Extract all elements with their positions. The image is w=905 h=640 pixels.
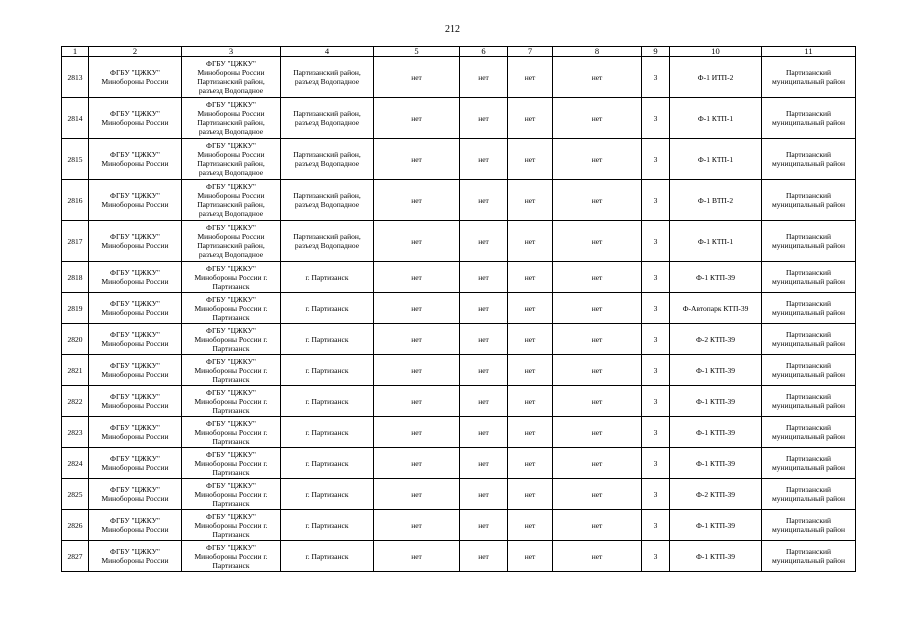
- column-7-cell: нет: [508, 293, 553, 324]
- column-8-cell: нет: [553, 57, 642, 98]
- row-number-cell: 2818: [62, 262, 89, 293]
- registry-table: [61, 46, 856, 572]
- district-cell: Партизанский муниципальный район: [762, 479, 856, 510]
- column-7-cell: нет: [508, 479, 553, 510]
- owner-cell: [182, 221, 281, 262]
- address-cell: г. Партизанск: [281, 448, 374, 479]
- owner-cell: [182, 510, 281, 541]
- column-6-cell: нет: [460, 98, 508, 139]
- owner-cell: [182, 180, 281, 221]
- owner-line: Партизанск: [212, 467, 250, 477]
- column-5-cell: нет: [374, 417, 460, 448]
- column-8-cell: нет: [553, 417, 642, 448]
- row-number-cell: 2820: [62, 324, 89, 355]
- column-5-cell: нет: [374, 293, 460, 324]
- owner-line: Минобороны России г.: [194, 396, 268, 406]
- power-source-cell: Ф-1 КТП-39: [670, 355, 762, 386]
- category-cell: 3: [642, 221, 670, 262]
- owner-cell: [182, 262, 281, 293]
- address-cell: г. Партизанск: [281, 510, 374, 541]
- header-row: [62, 47, 856, 57]
- column-6-cell: нет: [460, 510, 508, 541]
- district-cell: Партизанский муниципальный район: [762, 139, 856, 180]
- owner-line: ФГБУ "ЦЖКУ": [206, 480, 256, 490]
- owner-line: Партизанский район,: [197, 77, 265, 86]
- category-cell: 3: [642, 448, 670, 479]
- address-cell: г. Партизанск: [281, 355, 374, 386]
- organization-cell: ФГБУ "ЦЖКУ" Минобороны России: [89, 541, 182, 572]
- owner-line: ФГБУ "ЦЖКУ": [206, 141, 256, 150]
- column-5-cell: нет: [374, 541, 460, 572]
- column-6-cell: нет: [460, 293, 508, 324]
- table-row: [62, 324, 856, 355]
- column-header: 8: [553, 47, 642, 57]
- table-body: [62, 57, 856, 572]
- district-cell: Партизанский муниципальный район: [762, 386, 856, 417]
- category-cell: 3: [642, 386, 670, 417]
- owner-line: ФГБУ "ЦЖКУ": [206, 263, 256, 273]
- table-row: [62, 417, 856, 448]
- organization-cell: ФГБУ "ЦЖКУ" Минобороны России: [89, 448, 182, 479]
- organization-cell: ФГБУ "ЦЖКУ" Минобороны России: [89, 386, 182, 417]
- table-row: [62, 510, 856, 541]
- district-cell: Партизанский муниципальный район: [762, 324, 856, 355]
- column-6-cell: нет: [460, 417, 508, 448]
- row-number-cell: 2819: [62, 293, 89, 324]
- owner-cell: [182, 57, 281, 98]
- address-cell: Партизанский район, разъезд Водопадное: [281, 221, 374, 262]
- owner-cell: [182, 98, 281, 139]
- district-cell: Партизанский муниципальный район: [762, 221, 856, 262]
- column-7-cell: нет: [508, 262, 553, 293]
- column-5-cell: нет: [374, 98, 460, 139]
- column-8-cell: нет: [553, 293, 642, 324]
- column-8-cell: нет: [553, 180, 642, 221]
- column-5-cell: нет: [374, 57, 460, 98]
- owner-line: ФГБУ "ЦЖКУ": [206, 59, 256, 68]
- table-row: [62, 386, 856, 417]
- column-8-cell: нет: [553, 221, 642, 262]
- column-header: 10: [670, 47, 762, 57]
- organization-cell: ФГБУ "ЦЖКУ" Минобороны России: [89, 479, 182, 510]
- power-source-cell: Ф-1 КТП-1: [670, 139, 762, 180]
- owner-line: Партизанск: [212, 405, 250, 415]
- column-6-cell: нет: [460, 262, 508, 293]
- table-row: [62, 221, 856, 262]
- owner-line: ФГБУ "ЦЖКУ": [206, 542, 256, 552]
- column-7-cell: нет: [508, 386, 553, 417]
- owner-line: Минобороны России г.: [194, 458, 268, 468]
- column-5-cell: нет: [374, 479, 460, 510]
- column-8-cell: нет: [553, 541, 642, 572]
- owner-line: разъезд Водопадное: [198, 250, 264, 259]
- row-number-cell: 2826: [62, 510, 89, 541]
- owner-line: Минобороны России: [197, 191, 265, 200]
- address-cell: г. Партизанск: [281, 324, 374, 355]
- page-number: 212: [445, 24, 460, 35]
- table-row: [62, 98, 856, 139]
- column-6-cell: нет: [460, 479, 508, 510]
- owner-cell: [182, 293, 281, 324]
- power-source-cell: Ф-Автопарк КТП-39: [670, 293, 762, 324]
- address-cell: г. Партизанск: [281, 293, 374, 324]
- column-8-cell: нет: [553, 324, 642, 355]
- district-cell: Партизанский муниципальный район: [762, 262, 856, 293]
- owner-line: Партизанский район,: [197, 118, 265, 127]
- organization-cell: ФГБУ "ЦЖКУ" Минобороны России: [89, 262, 182, 293]
- owner-line: Минобороны России: [197, 150, 265, 159]
- category-cell: 3: [642, 262, 670, 293]
- organization-cell: ФГБУ "ЦЖКУ" Минобороны России: [89, 355, 182, 386]
- column-5-cell: нет: [374, 355, 460, 386]
- owner-line: ФГБУ "ЦЖКУ": [206, 449, 256, 459]
- owner-line: ФГБУ "ЦЖКУ": [206, 100, 256, 109]
- column-7-cell: нет: [508, 541, 553, 572]
- organization-cell: ФГБУ "ЦЖКУ" Минобороны России: [89, 510, 182, 541]
- row-number-cell: 2815: [62, 139, 89, 180]
- column-8-cell: нет: [553, 139, 642, 180]
- category-cell: 3: [642, 180, 670, 221]
- owner-line: Минобороны России г.: [194, 489, 268, 499]
- category-cell: 3: [642, 293, 670, 324]
- category-cell: 3: [642, 324, 670, 355]
- column-6-cell: нет: [460, 180, 508, 221]
- table-row: [62, 57, 856, 98]
- power-source-cell: Ф-1 ИТП-2: [670, 57, 762, 98]
- owner-line: ФГБУ "ЦЖКУ": [206, 511, 256, 521]
- owner-line: ФГБУ "ЦЖКУ": [206, 418, 256, 428]
- owner-line: Партизанский район,: [197, 200, 265, 209]
- owner-line: Минобороны России г.: [194, 551, 268, 561]
- owner-line: Партизанский район,: [197, 159, 265, 168]
- table-row: [62, 293, 856, 324]
- column-7-cell: нет: [508, 324, 553, 355]
- column-7-cell: нет: [508, 221, 553, 262]
- owner-line: Партизанск: [212, 529, 250, 539]
- column-6-cell: нет: [460, 57, 508, 98]
- power-source-cell: Ф-1 КТП-39: [670, 262, 762, 293]
- owner-line: разъезд Водопадное: [198, 209, 264, 218]
- power-source-cell: Ф-2 КТП-39: [670, 479, 762, 510]
- column-7-cell: нет: [508, 355, 553, 386]
- category-cell: 3: [642, 139, 670, 180]
- power-source-cell: Ф-1 КТП-39: [670, 510, 762, 541]
- column-7-cell: нет: [508, 57, 553, 98]
- owner-line: Минобороны России г.: [194, 272, 268, 282]
- owner-line: Партизанск: [212, 374, 250, 384]
- district-cell: Партизанский муниципальный район: [762, 510, 856, 541]
- column-8-cell: нет: [553, 386, 642, 417]
- owner-line: разъезд Водопадное: [198, 168, 264, 177]
- column-header: 7: [508, 47, 553, 57]
- owner-cell: [182, 417, 281, 448]
- column-8-cell: нет: [553, 355, 642, 386]
- district-cell: Партизанский муниципальный район: [762, 98, 856, 139]
- district-cell: Партизанский муниципальный район: [762, 355, 856, 386]
- column-5-cell: нет: [374, 139, 460, 180]
- column-5-cell: нет: [374, 324, 460, 355]
- owner-line: ФГБУ "ЦЖКУ": [206, 325, 256, 335]
- power-source-cell: Ф-1 КТП-39: [670, 448, 762, 479]
- owner-line: разъезд Водопадное: [198, 127, 264, 136]
- owner-line: Минобороны России г.: [194, 520, 268, 530]
- category-cell: 3: [642, 57, 670, 98]
- category-cell: 3: [642, 98, 670, 139]
- column-8-cell: нет: [553, 98, 642, 139]
- address-cell: Партизанский район, разъезд Водопадное: [281, 139, 374, 180]
- organization-cell: ФГБУ "ЦЖКУ" Минобороны России: [89, 221, 182, 262]
- table-row: [62, 541, 856, 572]
- column-6-cell: нет: [460, 541, 508, 572]
- owner-cell: [182, 479, 281, 510]
- column-8-cell: нет: [553, 262, 642, 293]
- district-cell: Партизанский муниципальный район: [762, 57, 856, 98]
- owner-line: Партизанск: [212, 498, 250, 508]
- organization-cell: ФГБУ "ЦЖКУ" Минобороны России: [89, 293, 182, 324]
- column-7-cell: нет: [508, 510, 553, 541]
- address-cell: г. Партизанск: [281, 417, 374, 448]
- column-6-cell: нет: [460, 139, 508, 180]
- organization-cell: ФГБУ "ЦЖКУ" Минобороны России: [89, 57, 182, 98]
- owner-line: Минобороны России: [197, 68, 265, 77]
- column-header: 9: [642, 47, 670, 57]
- category-cell: 3: [642, 479, 670, 510]
- table-row: [62, 180, 856, 221]
- address-cell: Партизанский район, разъезд Водопадное: [281, 57, 374, 98]
- row-number-cell: 2814: [62, 98, 89, 139]
- table-row: [62, 355, 856, 386]
- address-cell: г. Партизанск: [281, 386, 374, 417]
- column-6-cell: нет: [460, 448, 508, 479]
- column-6-cell: нет: [460, 355, 508, 386]
- table-row: [62, 139, 856, 180]
- owner-line: Партизанск: [212, 312, 250, 322]
- address-cell: г. Партизанск: [281, 479, 374, 510]
- owner-line: Минобороны России: [197, 232, 265, 241]
- column-8-cell: нет: [553, 448, 642, 479]
- owner-line: Минобороны России г.: [194, 365, 268, 375]
- category-cell: 3: [642, 355, 670, 386]
- column-7-cell: нет: [508, 417, 553, 448]
- row-number-cell: 2825: [62, 479, 89, 510]
- organization-cell: ФГБУ "ЦЖКУ" Минобороны России: [89, 417, 182, 448]
- organization-cell: ФГБУ "ЦЖКУ" Минобороны России: [89, 98, 182, 139]
- row-number-cell: 2817: [62, 221, 89, 262]
- owner-line: ФГБУ "ЦЖКУ": [206, 294, 256, 304]
- column-5-cell: нет: [374, 180, 460, 221]
- table-row: [62, 262, 856, 293]
- owner-line: Минобороны России г.: [194, 334, 268, 344]
- power-source-cell: Ф-1 КТП-39: [670, 386, 762, 417]
- owner-line: Партизанск: [212, 560, 250, 570]
- row-number-cell: 2821: [62, 355, 89, 386]
- owner-line: Минобороны России г.: [194, 303, 268, 313]
- organization-cell: ФГБУ "ЦЖКУ" Минобороны России: [89, 324, 182, 355]
- organization-cell: ФГБУ "ЦЖКУ" Минобороны России: [89, 139, 182, 180]
- district-cell: Партизанский муниципальный район: [762, 448, 856, 479]
- district-cell: Партизанский муниципальный район: [762, 180, 856, 221]
- owner-line: Минобороны России: [197, 109, 265, 118]
- row-number-cell: 2827: [62, 541, 89, 572]
- table-row: [62, 479, 856, 510]
- address-cell: Партизанский район, разъезд Водопадное: [281, 180, 374, 221]
- district-cell: Партизанский муниципальный район: [762, 293, 856, 324]
- power-source-cell: Ф-1 КТП-1: [670, 221, 762, 262]
- owner-line: разъезд Водопадное: [198, 86, 264, 95]
- district-cell: Партизанский муниципальный район: [762, 541, 856, 572]
- column-header: 6: [460, 47, 508, 57]
- column-5-cell: нет: [374, 221, 460, 262]
- column-6-cell: нет: [460, 386, 508, 417]
- column-header: 3: [182, 47, 281, 57]
- owner-line: Минобороны России г.: [194, 427, 268, 437]
- owner-cell: [182, 541, 281, 572]
- owner-cell: [182, 386, 281, 417]
- table-row: [62, 448, 856, 479]
- column-5-cell: нет: [374, 386, 460, 417]
- owner-line: Партизанск: [212, 281, 250, 291]
- column-7-cell: нет: [508, 139, 553, 180]
- row-number-cell: 2813: [62, 57, 89, 98]
- address-cell: г. Партизанск: [281, 541, 374, 572]
- address-cell: г. Партизанск: [281, 262, 374, 293]
- column-7-cell: нет: [508, 448, 553, 479]
- column-6-cell: нет: [460, 221, 508, 262]
- column-header: 5: [374, 47, 460, 57]
- owner-cell: [182, 139, 281, 180]
- owner-line: Партизанск: [212, 343, 250, 353]
- column-7-cell: нет: [508, 180, 553, 221]
- organization-cell: ФГБУ "ЦЖКУ" Минобороны России: [89, 180, 182, 221]
- column-header: 11: [762, 47, 856, 57]
- power-source-cell: Ф-2 КТП-39: [670, 324, 762, 355]
- column-7-cell: нет: [508, 98, 553, 139]
- row-number-cell: 2816: [62, 180, 89, 221]
- power-source-cell: Ф-1 КТП-39: [670, 541, 762, 572]
- column-5-cell: нет: [374, 510, 460, 541]
- owner-cell: [182, 324, 281, 355]
- column-header: 2: [89, 47, 182, 57]
- district-cell: Партизанский муниципальный район: [762, 417, 856, 448]
- address-cell: Партизанский район, разъезд Водопадное: [281, 98, 374, 139]
- column-header: 4: [281, 47, 374, 57]
- column-5-cell: нет: [374, 448, 460, 479]
- column-5-cell: нет: [374, 262, 460, 293]
- row-number-cell: 2823: [62, 417, 89, 448]
- owner-cell: [182, 448, 281, 479]
- category-cell: 3: [642, 510, 670, 541]
- category-cell: 3: [642, 541, 670, 572]
- power-source-cell: Ф-1 КТП-39: [670, 417, 762, 448]
- row-number-cell: 2824: [62, 448, 89, 479]
- power-source-cell: Ф-1 КТП-1: [670, 98, 762, 139]
- owner-line: ФГБУ "ЦЖКУ": [206, 356, 256, 366]
- owner-line: Партизанский район,: [197, 241, 265, 250]
- column-header: 1: [62, 47, 89, 57]
- column-8-cell: нет: [553, 510, 642, 541]
- category-cell: 3: [642, 417, 670, 448]
- row-number-cell: 2822: [62, 386, 89, 417]
- owner-line: ФГБУ "ЦЖКУ": [206, 387, 256, 397]
- column-6-cell: нет: [460, 324, 508, 355]
- owner-cell: [182, 355, 281, 386]
- column-8-cell: нет: [553, 479, 642, 510]
- power-source-cell: Ф-1 ВТП-2: [670, 180, 762, 221]
- owner-line: Партизанск: [212, 436, 250, 446]
- owner-line: ФГБУ "ЦЖКУ": [206, 182, 256, 191]
- owner-line: ФГБУ "ЦЖКУ": [206, 223, 256, 232]
